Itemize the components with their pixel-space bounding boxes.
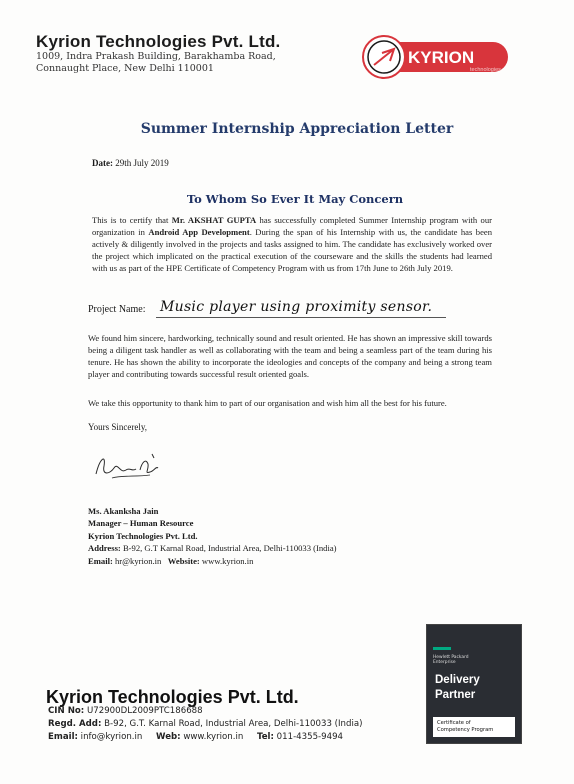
date-label: Date: xyxy=(92,158,113,168)
footer-email-value: info@kyrion.in xyxy=(77,732,143,742)
footer-registered-address xyxy=(48,719,362,729)
regd-label: Regd. Add: xyxy=(48,719,102,729)
footer-email-label: Email: xyxy=(48,732,78,742)
footer-cin xyxy=(48,706,203,716)
kyrion-logo xyxy=(362,32,510,82)
badge-title xyxy=(435,673,480,703)
salutation-heading: To Whom So Ever It May Concern xyxy=(186,192,404,206)
hpe-delivery-partner-badge xyxy=(426,624,522,744)
badge-sub-line-2: Competency Program xyxy=(437,727,494,733)
email-label: Email: xyxy=(88,555,113,566)
letter-date xyxy=(92,158,169,168)
evaluation-paragraph: We found him sincere, hardworking, technically sound and result oriented. He has shown an impressive skill towards being a diligent task handler as well as collaborating with the team and being a seamless part of the team during his tenure. He has shown the ability to incorporate the ideologies and concepts of the company and being a strong team player and contributing towards successful result oriented goals. xyxy=(88,333,492,379)
signatory-company: Kyrion Technologies Pvt. Ltd. xyxy=(88,530,198,541)
badge-sub-line-1: Certificate of xyxy=(437,720,471,726)
address-label: Address: xyxy=(88,543,121,554)
footer-web-label: Web: xyxy=(156,732,181,742)
signatory-address xyxy=(88,542,337,554)
certification-paragraph xyxy=(92,215,492,275)
hpe-brand-line-1: Hewlett Packard xyxy=(433,655,469,660)
closing: Yours Sincerely, xyxy=(88,422,148,432)
signatory-contact xyxy=(88,555,337,567)
logo-wordmark: KYRION xyxy=(408,48,475,67)
badge-title-line-1: Delivery xyxy=(435,674,480,686)
handwritten-signature xyxy=(92,444,172,488)
logo-subtext: technologies xyxy=(470,67,501,73)
internship-domain: Android App Development xyxy=(148,226,250,237)
p1-text-b: has successfully completed Summer Internship program with our organization in xyxy=(92,215,492,237)
signatory-name: Ms. Akanksha Jain xyxy=(88,506,159,516)
hpe-logo-stripe xyxy=(433,647,451,650)
badge-title-line-2: Partner xyxy=(435,689,476,701)
p1-text-c: . During the span of his Internship with us, the candidate has been actively & diligently involved in the projects and tasks assigned to him. The candidate has exclusively worked over the project which implicated on the practical execution of the courseware and the skills the students had learned with us as part of the HPE Certificate of Competency Program with us from 17th June to 26th July 2019. xyxy=(92,226,493,273)
website-value: www.kyrion.in xyxy=(199,555,254,566)
address-value: B-92, G.T Karnal Road, Industrial Area, Delhi-110033 (India) xyxy=(120,543,337,554)
project-name-label: Project Name: xyxy=(88,304,146,315)
email-value: hr@kyrion.in xyxy=(112,555,162,566)
hpe-brand-line-2: Enterprise xyxy=(433,660,456,665)
letter-title: Summer Internship Appreciation Letter xyxy=(140,121,454,137)
cin-label: CIN No: xyxy=(48,706,85,716)
badge-subtitle xyxy=(433,717,515,737)
date-value: 29th July 2019 xyxy=(115,158,169,168)
company-address xyxy=(36,51,276,75)
footer-web-value: www.kyrion.in xyxy=(180,732,244,742)
footer-contacts xyxy=(48,732,343,742)
company-name: Kyrion Technologies Pvt. Ltd. xyxy=(36,32,281,51)
project-name-value: Music player using proximity sensor. xyxy=(160,299,433,315)
signatory-block xyxy=(88,505,337,567)
p1-text-a: This is to certify that xyxy=(92,215,172,225)
project-underline xyxy=(156,317,446,318)
address-line-2: Connaught Place, New Delhi 110001 xyxy=(36,63,214,74)
hpe-brand xyxy=(433,655,469,665)
intern-name: Mr. AKSHAT GUPTA xyxy=(171,215,257,225)
footer-tel-value: 011-4355-9494 xyxy=(273,732,344,742)
footer-company-name: Kyrion Technologies Pvt. Ltd. xyxy=(46,687,299,707)
footer-tel-label: Tel: xyxy=(257,732,274,742)
signatory-role: Manager – Human Resource xyxy=(88,518,194,529)
address-line-1: 1009, Indra Prakash Building, Barakhamba Road, xyxy=(36,51,276,62)
regd-value: B-92, G.T. Karnal Road, Industrial Area, Delhi-110033 (India) xyxy=(101,719,363,729)
cin-value: U72900DL2009PTC186688 xyxy=(84,706,203,716)
website-label: Website: xyxy=(167,555,200,566)
thanks-paragraph: We take this opportunity to thank him to part of our organisation and wish him all the best for his future. xyxy=(88,398,447,408)
